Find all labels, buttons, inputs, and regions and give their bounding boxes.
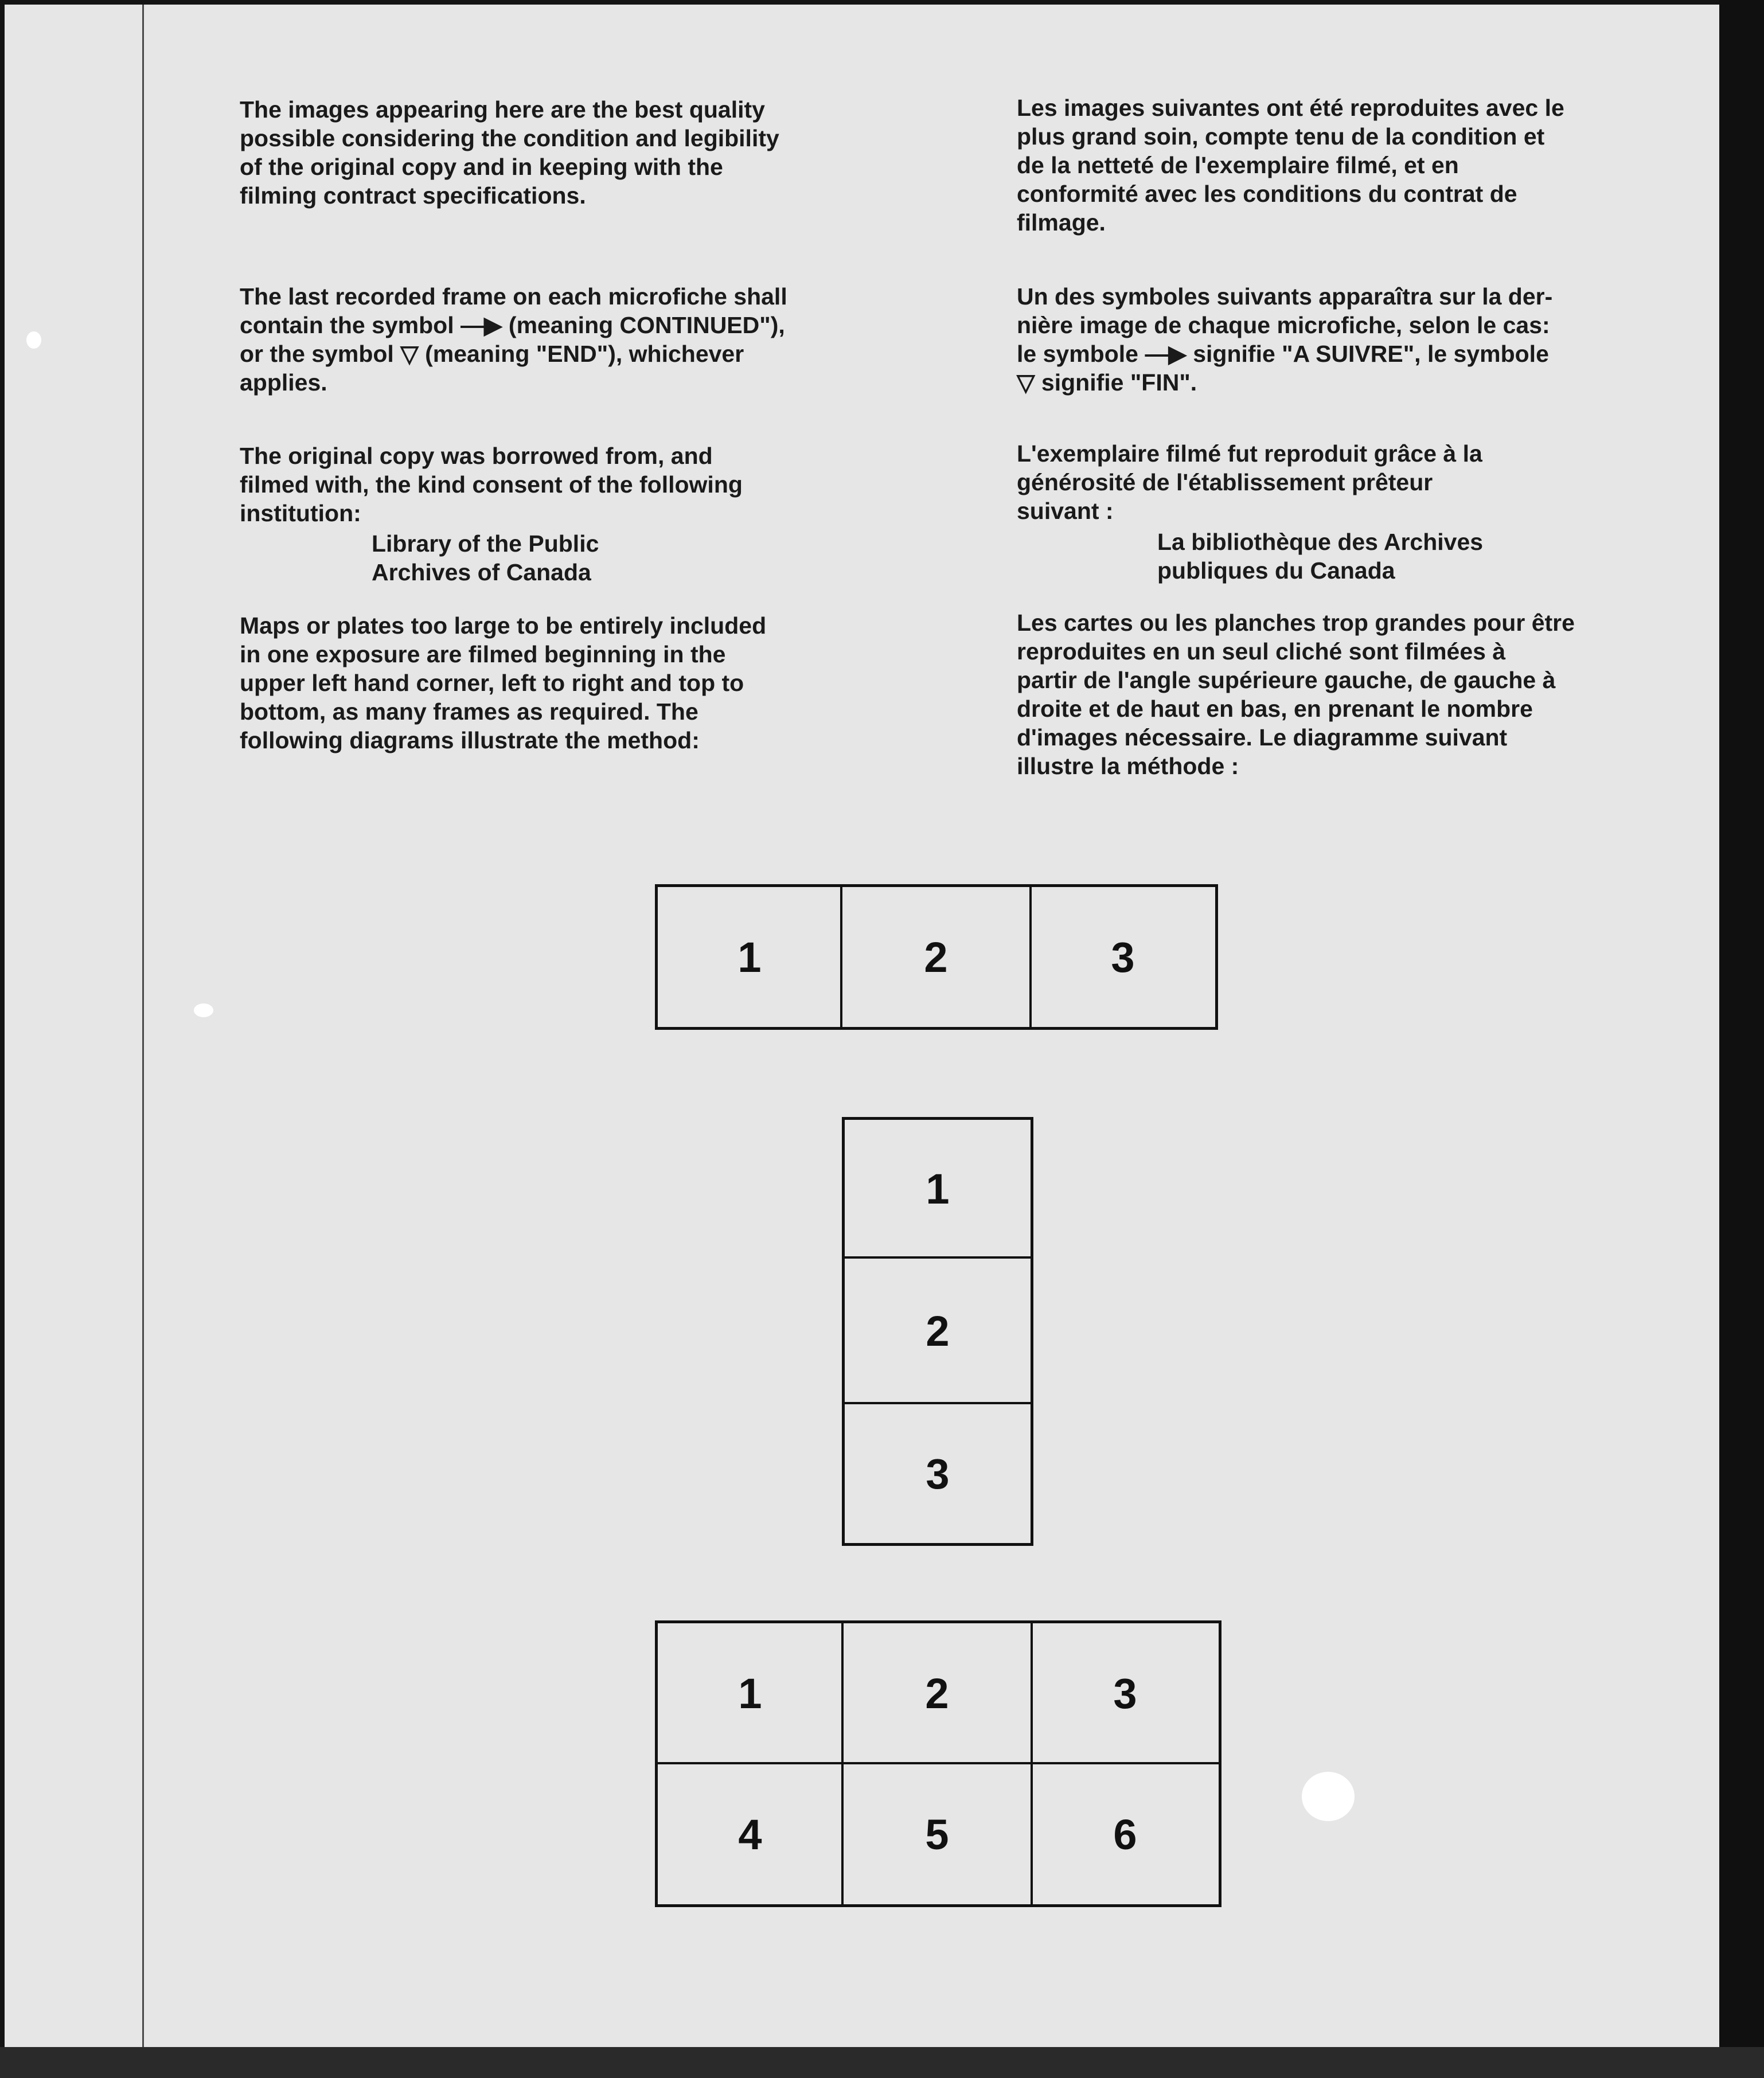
frame-cell: 1 [738, 1669, 762, 1717]
frame-cell: 3 [926, 1450, 950, 1498]
frame-cell: 3 [1113, 1669, 1137, 1717]
english-maps-paragraph: Maps or plates too large to be entirely included in one exposure are filmed beginning in the upper left hand corner, left to right and top to bottom, as many frames as required. The following diagrams illustrate the method: [240, 612, 767, 753]
frame-cell: 1 [737, 933, 762, 981]
margin-line [142, 5, 144, 2047]
french-institution-name: La bibliothèque des Archives publiques du Canada [1157, 529, 1484, 584]
english-quality-paragraph: The images appearing here are the best quality possible considering the condition and legibility of the original copy and in keeping with the filming contract specifications. [240, 96, 779, 209]
frame-cell: 2 [925, 1669, 949, 1717]
film-edge [1719, 0, 1764, 2078]
english-institution-name: Library of the Public Archives of Canada [372, 530, 599, 585]
diagram-vertical [842, 1117, 1033, 1546]
frame-cell: 2 [924, 933, 948, 981]
film-speck [194, 1003, 213, 1017]
film-bottom-edge [0, 2047, 1764, 2078]
frame-cell: 6 [1113, 1810, 1137, 1858]
english-symbol-paragraph: The last recorded frame on each microfiche shall contain the symbol —▶ (meaning CONTINUED"), or the symbol ▽ (meaning "END"), whichever applies. [240, 283, 787, 396]
french-symbol-paragraph: Un des symboles suivants apparaîtra sur la der- nière image de chaque microfiche, selon le cas: le symbole —▶ signifie "A SUIVRE", le symbole ▽ signifie "FIN". [1017, 283, 1553, 396]
frame-cell: 5 [925, 1810, 949, 1858]
film-speck [26, 331, 41, 349]
french-maps-paragraph: Les cartes ou les planches trop grandes pour être reproduites en un seul cliché sont filmées à partir de l'angle supérieure gauche, de gauche à droite et de haut en bas, en prenant le nombre d'images nécessaire. Le diagramme suivant illustre la méthode : [1017, 610, 1575, 779]
french-institution-paragraph: L'exemplaire filmé fut reproduit grâce à la générosité de l'établissement prêteur suivant : [1017, 440, 1482, 524]
diagram-grid [655, 1620, 1221, 1907]
french-quality-paragraph: Les images suivantes ont été reproduites avec le plus grand soin, compte tenu de la condition et de la netteté de l'exemplaire filmé, et en conformité avec les conditions du contrat de filmage. [1017, 95, 1564, 236]
microfilm-page [5, 5, 1719, 2047]
film-speck [1302, 1772, 1355, 1821]
frame-cell: 1 [926, 1165, 950, 1213]
frame-cell: 3 [1111, 933, 1135, 981]
diagram-horizontal [655, 884, 1218, 1030]
frame-cell: 2 [926, 1307, 950, 1355]
english-institution-paragraph: The original copy was borrowed from, and filmed with, the kind consent of the following institution: [240, 443, 743, 526]
frame-cell: 4 [738, 1810, 762, 1858]
